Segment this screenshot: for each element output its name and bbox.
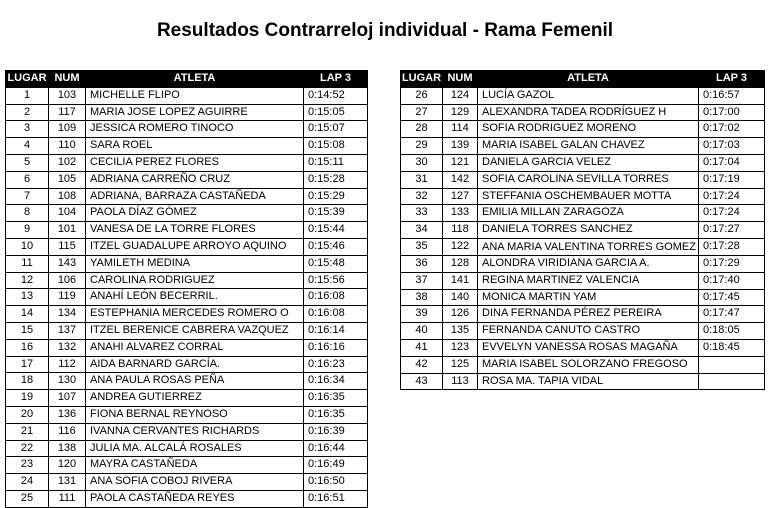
cell-lugar: 31 (401, 171, 443, 188)
cell-atleta: PAOLA CASTAÑEDA REYES (86, 490, 304, 507)
cell-lap: 0:17:28 (699, 238, 765, 255)
cell-atleta: EMILIA MILLAN ZARAGOZA (478, 205, 699, 222)
cell-lap: 0:15:11 (304, 154, 368, 171)
table-row (6, 138, 368, 155)
cell-lugar: 36 (401, 255, 443, 272)
table-row (401, 104, 765, 121)
cell-num: 107 (49, 390, 86, 407)
cell-lugar: 1 (6, 87, 49, 104)
cell-atleta: DANIELA TORRES SANCHEZ (478, 222, 699, 239)
cell-atleta: ALEXANDRA TADEA RODRÍGUEZ H (478, 104, 699, 121)
table-row (6, 406, 368, 423)
cell-num: 112 (49, 356, 86, 373)
header-lugar: LUGAR (401, 71, 443, 88)
table-row (401, 138, 765, 155)
cell-atleta: REGINA MARTINEZ VALENCIA (478, 272, 699, 289)
cell-num: 124 (443, 87, 478, 104)
cell-lugar: 22 (6, 440, 49, 457)
cell-atleta: DINA FERNANDA PÉREZ PEREIRA (478, 306, 699, 323)
cell-atleta: IVANNA CERVANTES RICHARDS (86, 423, 304, 440)
cell-lugar: 14 (6, 306, 49, 323)
cell-num: 128 (443, 255, 478, 272)
table-row (6, 205, 368, 222)
table-row (401, 171, 765, 188)
table-row (401, 272, 765, 289)
cell-lugar: 20 (6, 406, 49, 423)
cell-lugar: 2 (6, 104, 49, 121)
table-row (401, 356, 765, 373)
cell-lap: 0:15:08 (304, 138, 368, 155)
table-row (6, 272, 368, 289)
cell-lugar: 26 (401, 87, 443, 104)
cell-lugar: 40 (401, 323, 443, 340)
table-row (401, 87, 765, 104)
cell-atleta: FERNANDA CANUTO CASTRO (478, 323, 699, 340)
cell-atleta: VANESA DE LA TORRE FLORES (86, 222, 304, 239)
cell-atleta: MAYRA CASTAÑEDA (86, 457, 304, 474)
cell-atleta: STEFFANIA OSCHEMBAUER MOTTA (478, 188, 699, 205)
table-row (401, 205, 765, 222)
cell-lap: 0:16:51 (304, 490, 368, 507)
results-table-left (5, 70, 368, 508)
cell-lap: 0:16:34 (304, 373, 368, 390)
table-row (401, 255, 765, 272)
cell-atleta: MONICA MARTIN YAM (478, 289, 699, 306)
cell-lap: 0:16:57 (699, 87, 765, 104)
cell-lap: 0:16:49 (304, 457, 368, 474)
cell-num: 121 (443, 154, 478, 171)
results-body-right (401, 87, 765, 390)
cell-lap: 0:17:27 (699, 222, 765, 239)
table-row (6, 390, 368, 407)
cell-atleta: EVVELYN VANESSA ROSAS MAGAÑA (478, 339, 699, 356)
cell-atleta: DANIELA GARCIA VELEZ (478, 154, 699, 171)
cell-lap: 0:16:14 (304, 322, 368, 339)
cell-lugar: 43 (401, 373, 443, 390)
cell-num: 135 (443, 323, 478, 340)
cell-num: 114 (443, 121, 478, 138)
cell-num: 136 (49, 406, 86, 423)
cell-lugar: 23 (6, 457, 49, 474)
cell-lap: 0:17:47 (699, 306, 765, 323)
table-row (6, 373, 368, 390)
cell-num: 118 (443, 222, 478, 239)
cell-lugar: 17 (6, 356, 49, 373)
cell-lap: 0:17:00 (699, 104, 765, 121)
cell-atleta: MARIA ISABEL GALAN CHAVEZ (478, 138, 699, 155)
cell-lugar: 39 (401, 306, 443, 323)
cell-num: 138 (49, 440, 86, 457)
cell-num: 102 (49, 154, 86, 171)
cell-atleta: ANA MARIA VALENTINA TORRES GOMEZ (478, 238, 699, 255)
results-table-right (400, 70, 765, 390)
cell-lap: 0:17:45 (699, 289, 765, 306)
table-row (401, 373, 765, 390)
table-row (401, 154, 765, 171)
cell-lap: 0:16:08 (304, 289, 368, 306)
cell-num: 122 (443, 238, 478, 255)
cell-lugar: 34 (401, 222, 443, 239)
table-row (401, 306, 765, 323)
cell-lugar: 32 (401, 188, 443, 205)
table-row (6, 87, 368, 104)
cell-atleta: FIONA BERNAL REYNOSO (86, 406, 304, 423)
cell-atleta: PAOLA DÍAZ GÓMEZ (86, 205, 304, 222)
header-row (6, 71, 368, 88)
cell-atleta: SOFIA RODRIGUEZ MORENO (478, 121, 699, 138)
cell-lugar: 18 (6, 373, 49, 390)
cell-num: 127 (443, 188, 478, 205)
cell-num: 133 (443, 205, 478, 222)
cell-lap: 0:17:04 (699, 154, 765, 171)
cell-lap: 0:15:28 (304, 171, 368, 188)
cell-atleta: ANAHI ALVAREZ CORRAL (86, 339, 304, 356)
table-row (6, 222, 368, 239)
cell-num: 105 (49, 171, 86, 188)
cell-num: 142 (443, 171, 478, 188)
cell-lugar: 16 (6, 339, 49, 356)
cell-num: 104 (49, 205, 86, 222)
cell-lap: 0:17:24 (699, 188, 765, 205)
cell-atleta: ANA SOFIA COBOJ RIVERA (86, 474, 304, 491)
cell-num: 132 (49, 339, 86, 356)
cell-lap: 0:15:44 (304, 222, 368, 239)
cell-lap: 0:17:02 (699, 121, 765, 138)
cell-num: 113 (443, 373, 478, 390)
cell-atleta: JESSICA ROMERO TINOCO (86, 121, 304, 138)
cell-lugar: 24 (6, 474, 49, 491)
cell-atleta: ADRIANA, BARRAZA CASTAÑEDA (86, 188, 304, 205)
cell-atleta: ITZEL GUADALUPE ARROYO AQUINO (86, 238, 304, 255)
table-row (6, 474, 368, 491)
cell-lugar: 30 (401, 154, 443, 171)
cell-num: 134 (49, 306, 86, 323)
cell-num: 125 (443, 356, 478, 373)
cell-lugar: 9 (6, 222, 49, 239)
cell-lugar: 28 (401, 121, 443, 138)
table-row (6, 423, 368, 440)
cell-atleta: ADRIANA CARREÑO CRUZ (86, 171, 304, 188)
cell-lugar: 37 (401, 272, 443, 289)
cell-atleta: ANDREA GUTIERREZ (86, 390, 304, 407)
table-row (401, 188, 765, 205)
table-row (6, 188, 368, 205)
cell-lugar: 15 (6, 322, 49, 339)
cell-num: 126 (443, 306, 478, 323)
cell-lap: 0:17:40 (699, 272, 765, 289)
table-row (401, 121, 765, 138)
cell-atleta: CAROLINA RODRIGUEZ (86, 272, 304, 289)
cell-lap: 0:15:05 (304, 104, 368, 121)
cell-lap: 0:16:35 (304, 406, 368, 423)
table-row (6, 457, 368, 474)
cell-lap: 0:16:16 (304, 339, 368, 356)
table-row (6, 490, 368, 507)
cell-atleta: YAMILETH MEDINA (86, 255, 304, 272)
cell-lugar: 27 (401, 104, 443, 121)
cell-lap: 0:17:29 (699, 255, 765, 272)
cell-lugar: 38 (401, 289, 443, 306)
cell-atleta: ANAHÍ LEÓN BECERRIL. (86, 289, 304, 306)
cell-atleta: SOFIA CAROLINA SEVILLA TORRES (478, 171, 699, 188)
cell-num: 137 (49, 322, 86, 339)
cell-num: 110 (49, 138, 86, 155)
cell-num: 117 (49, 104, 86, 121)
cell-lap: 0:15:29 (304, 188, 368, 205)
cell-atleta: ANA PAULA ROSAS PEÑA (86, 373, 304, 390)
cell-lap: 0:17:03 (699, 138, 765, 155)
header-num: NUM (49, 71, 86, 88)
cell-num: 123 (443, 339, 478, 356)
cell-atleta: ALONDRA VIRIDIANA GARCIA A. (478, 255, 699, 272)
table-row (6, 306, 368, 323)
cell-lap: 0:18:05 (699, 323, 765, 340)
cell-num: 143 (49, 255, 86, 272)
cell-lap: 0:16:44 (304, 440, 368, 457)
cell-lap (699, 373, 765, 390)
header-row (401, 71, 765, 88)
cell-lap: 0:15:46 (304, 238, 368, 255)
header-lap: LAP 3 (699, 71, 765, 88)
cell-atleta: MARIA ISABEL SOLORZANO FREGOSO (478, 356, 699, 373)
cell-lap: 0:14:52 (304, 87, 368, 104)
cell-lugar: 10 (6, 238, 49, 255)
table-row (6, 171, 368, 188)
cell-lugar: 8 (6, 205, 49, 222)
cell-lap: 0:17:24 (699, 205, 765, 222)
cell-atleta: LUCÍA GAZOL (478, 87, 699, 104)
results-body-left (6, 87, 368, 507)
table-row (6, 238, 368, 255)
cell-lugar: 13 (6, 289, 49, 306)
cell-lugar: 12 (6, 272, 49, 289)
cell-num: 140 (443, 289, 478, 306)
header-atleta: ATLETA (86, 71, 304, 88)
table-row (401, 339, 765, 356)
cell-lugar: 5 (6, 154, 49, 171)
cell-lugar: 21 (6, 423, 49, 440)
cell-lugar: 3 (6, 121, 49, 138)
cell-num: 108 (49, 188, 86, 205)
cell-num: 116 (49, 423, 86, 440)
header-num: NUM (443, 71, 478, 88)
cell-atleta: SARA ROEL (86, 138, 304, 155)
cell-lap (699, 356, 765, 373)
cell-lap: 0:15:56 (304, 272, 368, 289)
table-row (401, 238, 765, 255)
cell-num: 103 (49, 87, 86, 104)
cell-num: 115 (49, 238, 86, 255)
cell-lugar: 7 (6, 188, 49, 205)
cell-lap: 0:16:08 (304, 306, 368, 323)
table-row (6, 104, 368, 121)
cell-lugar: 29 (401, 138, 443, 155)
cell-lap: 0:17:19 (699, 171, 765, 188)
table-row (6, 322, 368, 339)
cell-lugar: 4 (6, 138, 49, 155)
table-row (401, 222, 765, 239)
cell-lugar: 25 (6, 490, 49, 507)
cell-lugar: 6 (6, 171, 49, 188)
cell-atleta: AIDA BARNARD GARCÍA. (86, 356, 304, 373)
cell-lap: 0:18:45 (699, 339, 765, 356)
table-row (6, 339, 368, 356)
cell-num: 106 (49, 272, 86, 289)
cell-lap: 0:15:07 (304, 121, 368, 138)
cell-lugar: 35 (401, 238, 443, 255)
cell-num: 111 (49, 490, 86, 507)
table-row (6, 356, 368, 373)
cell-num: 129 (443, 104, 478, 121)
cell-atleta: ITZEL BERENICE CABRERA VAZQUEZ (86, 322, 304, 339)
cell-lap: 0:15:48 (304, 255, 368, 272)
cell-lap: 0:16:35 (304, 390, 368, 407)
cell-atleta: MARIA JOSE LOPEZ AGUIRRE (86, 104, 304, 121)
cell-lap: 0:15:39 (304, 205, 368, 222)
cell-num: 101 (49, 222, 86, 239)
table-row (6, 255, 368, 272)
cell-lugar: 42 (401, 356, 443, 373)
header-atleta: ATLETA (478, 71, 699, 88)
cell-num: 131 (49, 474, 86, 491)
header-lugar: LUGAR (6, 71, 49, 88)
cell-num: 120 (49, 457, 86, 474)
cell-lap: 0:16:23 (304, 356, 368, 373)
cell-num: 109 (49, 121, 86, 138)
cell-lugar: 11 (6, 255, 49, 272)
table-row (6, 154, 368, 171)
table-row (6, 289, 368, 306)
cell-atleta: ESTEPHANIA MERCEDES ROMERO O (86, 306, 304, 323)
cell-lugar: 33 (401, 205, 443, 222)
header-lap: LAP 3 (304, 71, 368, 88)
table-row (6, 440, 368, 457)
cell-lap: 0:16:39 (304, 423, 368, 440)
cell-atleta: CECILIA PEREZ FLORES (86, 154, 304, 171)
cell-num: 139 (443, 138, 478, 155)
cell-atleta: ROSA MA. TAPIA VIDAL (478, 373, 699, 390)
cell-lugar: 41 (401, 339, 443, 356)
cell-atleta: JULIA MA. ALCALÁ ROSALES (86, 440, 304, 457)
cell-num: 141 (443, 272, 478, 289)
cell-lugar: 19 (6, 390, 49, 407)
table-row (401, 289, 765, 306)
cell-num: 130 (49, 373, 86, 390)
cell-atleta: MICHELLE FLIPO (86, 87, 304, 104)
cell-num: 119 (49, 289, 86, 306)
cell-lap: 0:16:50 (304, 474, 368, 491)
table-row (401, 323, 765, 340)
page-title: Resultados Contrarreloj individual - Rama Femenil (156, 20, 614, 41)
table-row (6, 121, 368, 138)
